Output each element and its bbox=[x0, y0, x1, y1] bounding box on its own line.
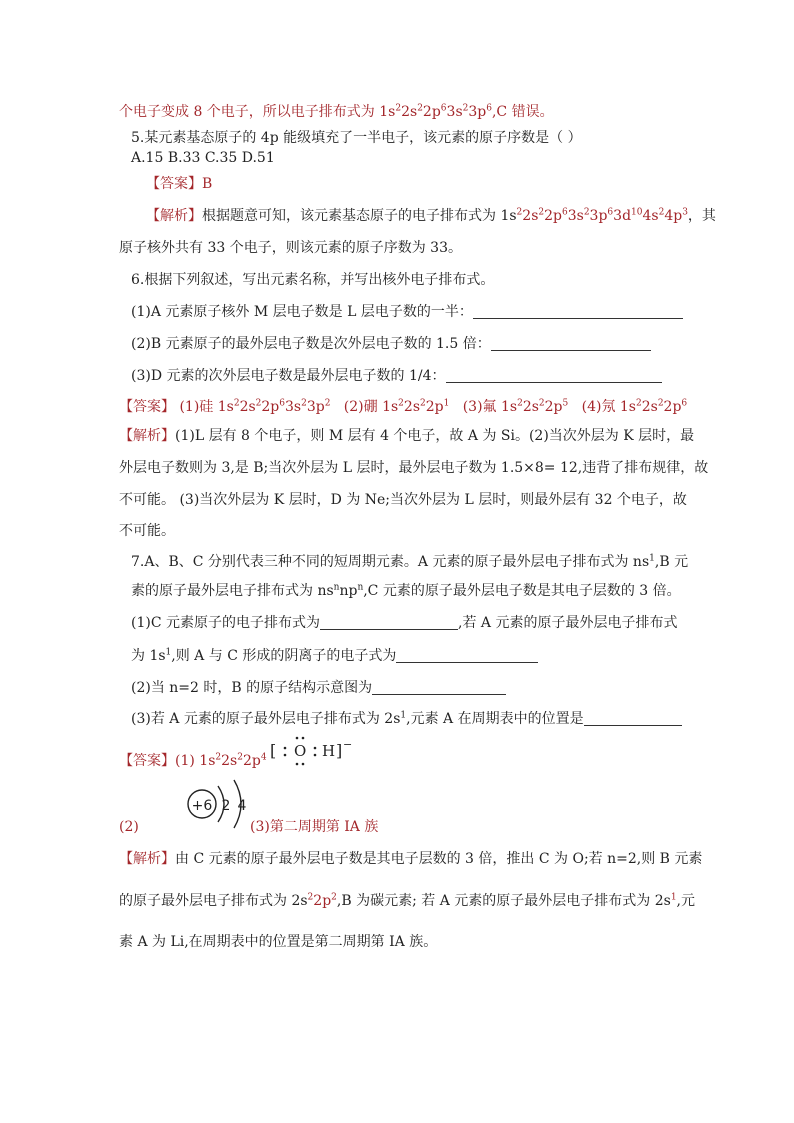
answer-tag: 【答案】 bbox=[146, 176, 202, 192]
sup: 2 bbox=[517, 398, 523, 409]
electron-dot bbox=[296, 763, 299, 766]
question-6-explanation-line2: 外层电子数则为 3,是 B;当次外层为 L 层时，最外层电子数为 1.5×8= 12,违背了排布规律，故 bbox=[119, 460, 709, 476]
sup: 2 bbox=[301, 398, 307, 409]
electron-dot bbox=[284, 754, 287, 757]
question-7-part-1-line2 bbox=[131, 646, 538, 666]
question-7-explanation bbox=[119, 849, 702, 869]
lewis-structure-diagram bbox=[266, 732, 366, 772]
prev-explanation-tail bbox=[119, 102, 554, 122]
text: (4)氖 1s bbox=[581, 399, 636, 415]
text: 3s bbox=[446, 104, 463, 120]
text: (1) 1s bbox=[175, 753, 216, 769]
lewis-hydrogen: H bbox=[322, 742, 336, 760]
text: 2p bbox=[422, 104, 441, 120]
text: 2s bbox=[522, 208, 539, 224]
text: ,元素 A 在周期表中的位置是 bbox=[406, 711, 584, 727]
question-5: 5.某元素基态原子的 4p 能级填充了一半电子，该元素的原子序数是（ ） bbox=[131, 130, 582, 146]
sup: 2 bbox=[215, 752, 222, 763]
text: (3)D 元素的次外层电子数是最外层电子数的 1/4： bbox=[131, 368, 446, 384]
answer-tag: 【答案】 bbox=[119, 399, 175, 415]
sup: 2 bbox=[395, 103, 402, 114]
text: np bbox=[339, 583, 358, 599]
sup: 4 bbox=[260, 752, 267, 763]
text: (2)B 元素原子的最外层电子数是次外层电子数的 1.5 倍： bbox=[131, 336, 491, 352]
question-7-explanation-line3: 素 A 为 Li,在周期表中的位置是第二周期第 IA 族。 bbox=[119, 934, 438, 950]
answer-blank bbox=[491, 336, 651, 351]
sup: 6 bbox=[607, 207, 614, 218]
sup: 6 bbox=[486, 103, 492, 114]
sup: 2 bbox=[538, 207, 545, 218]
sup: n bbox=[357, 582, 364, 593]
text: 7.A、B、C 分别代表三种不同的短周期元素。A 元素的原子最外层电子排布式为 ns bbox=[131, 554, 650, 570]
answer-blank bbox=[446, 368, 662, 383]
sup: 6 bbox=[440, 103, 447, 114]
text: ,若 A 元素的原子最外层电子排布式 bbox=[458, 615, 678, 631]
question-7-answer-2: (2) bbox=[119, 819, 139, 835]
answer-blank bbox=[320, 615, 458, 630]
question-7-answer-3: (3)第二周期第 IA 族 bbox=[250, 819, 379, 835]
question-6-explanation-line3: 不可能。 (3)当次外层为 K 层时，D 为 Ne;当次外层为 L 层时，则最外层有 32 个电子，故 bbox=[119, 492, 687, 508]
question-5-options: A.15 B.33 C.35 D.51 bbox=[131, 150, 275, 166]
sup: 2 bbox=[583, 207, 590, 218]
answer-tag: 【答案】 bbox=[119, 753, 175, 769]
question-5-explanation-line2: 原子核外共有 33 个电子，则该元素的原子序数为 33。 bbox=[119, 240, 462, 256]
shell-1-electrons: 2 bbox=[221, 798, 231, 814]
answer-value: B bbox=[202, 176, 213, 192]
text: 2s bbox=[221, 753, 238, 769]
atom-structure-diagram bbox=[180, 772, 260, 832]
text: 4s bbox=[642, 208, 659, 224]
question-5-explanation bbox=[146, 206, 716, 226]
lewis-bracket-left: [ bbox=[270, 741, 277, 760]
text: ，其 bbox=[687, 208, 716, 224]
sup: 2 bbox=[398, 398, 404, 409]
text: (1)A 元素原子核外 M 层电子数是 L 层电子数的一半： bbox=[131, 304, 473, 320]
text: 2s bbox=[403, 399, 420, 415]
text: 2p bbox=[313, 893, 332, 909]
answer-blank bbox=[396, 648, 538, 663]
text: 2p bbox=[663, 399, 682, 415]
answer-blank bbox=[584, 711, 682, 726]
electron-dot bbox=[302, 737, 305, 740]
text: 4p bbox=[664, 208, 683, 224]
sup: 10 bbox=[631, 207, 643, 218]
text: ,B 为碳元素; 若 A 元素的原子最外层电子排布式为 2s bbox=[336, 893, 671, 909]
lewis-oxygen: O bbox=[294, 742, 307, 760]
text: 3d bbox=[613, 208, 632, 224]
text: 素的原子最外层电子排布式为 ns bbox=[131, 583, 334, 599]
text: 3p bbox=[468, 104, 487, 120]
text: ,C 错误。 bbox=[491, 104, 554, 120]
text: 3p bbox=[306, 399, 325, 415]
sup: 2 bbox=[516, 207, 523, 218]
question-7-part-2 bbox=[131, 678, 506, 698]
answer-blank bbox=[372, 680, 506, 695]
sup: 2 bbox=[237, 752, 243, 763]
shell-2-electrons: 4 bbox=[237, 798, 247, 814]
electron-dot bbox=[284, 747, 287, 750]
text: 2p bbox=[242, 753, 261, 769]
sup: 3 bbox=[682, 207, 688, 218]
sup: 2 bbox=[331, 892, 337, 903]
explanation-tag: 【解析】 bbox=[146, 208, 202, 224]
text: ,元 bbox=[676, 893, 695, 909]
explanation-tag: 【解析】 bbox=[119, 428, 175, 444]
question-7-line2 bbox=[131, 581, 681, 601]
text: 3s bbox=[285, 399, 302, 415]
text: 2p bbox=[544, 399, 563, 415]
answer-blank bbox=[473, 304, 683, 319]
text: ,B 元 bbox=[654, 554, 689, 570]
question-6-explanation bbox=[119, 426, 694, 446]
text: 根据题意可知，该元素基态原子的电子排布式为 1s bbox=[202, 208, 517, 224]
question-7-part-3 bbox=[131, 709, 682, 729]
text: 由 C 元素的原子最外层电子数是其电子层数的 3 倍，推出 C 为 O;若 n=2,则 B 元素 bbox=[175, 851, 703, 867]
question-7-part-1 bbox=[131, 613, 677, 633]
sup: 1 bbox=[443, 398, 450, 409]
question-6: 6.根据下列叙述，写出元素名称，并写出核外电子排布式。 bbox=[131, 272, 495, 288]
explanation-tag: 【解析】 bbox=[119, 851, 175, 867]
question-6-answer bbox=[119, 397, 687, 417]
sup: 6 bbox=[561, 207, 568, 218]
question-6-part-1 bbox=[131, 302, 683, 322]
sup: 1 bbox=[649, 553, 655, 564]
text: (2)当 n=2 时，B 的原子结构示意图为 bbox=[131, 680, 373, 696]
text: ,则 A 与 C 形成的阴离子的电子式为 bbox=[171, 648, 397, 664]
text: 为 1s bbox=[131, 648, 166, 664]
sup: 2 bbox=[417, 103, 423, 114]
text: (3)氟 1s bbox=[462, 399, 518, 415]
lewis-bracket-right: ] bbox=[336, 741, 343, 760]
text: (2)硼 1s bbox=[343, 399, 399, 415]
text: 的原子最外层电子排布式为 2s bbox=[119, 893, 308, 909]
question-7-explanation-line2 bbox=[119, 891, 695, 911]
sup: 1 bbox=[670, 892, 677, 903]
text: 3s bbox=[567, 208, 584, 224]
question-6-explanation-line4: 不可能。 bbox=[119, 523, 175, 539]
electron-dot bbox=[314, 754, 317, 757]
question-5-answer bbox=[146, 174, 212, 194]
sup: 2 bbox=[324, 398, 331, 409]
text: 2s bbox=[641, 399, 658, 415]
sup: 2 bbox=[233, 398, 240, 409]
electron-dot bbox=[302, 763, 305, 766]
text: (1)C 元素原子的电子排布式为 bbox=[131, 615, 320, 631]
lewis-charge: − bbox=[343, 738, 353, 751]
text: 2p bbox=[261, 399, 280, 415]
sup: 2 bbox=[538, 398, 545, 409]
sup: 1 bbox=[165, 647, 172, 658]
sup: 6 bbox=[681, 398, 688, 409]
text: 3p bbox=[589, 208, 608, 224]
sup: 5 bbox=[562, 398, 569, 409]
text: (1)L 层有 8 个电子，则 M 层有 4 个电子，故 A 为 Si。(2)当次外层为 K 层时，最 bbox=[175, 428, 695, 444]
sup: 2 bbox=[658, 207, 665, 218]
text: 2p bbox=[425, 399, 444, 415]
sup: 6 bbox=[279, 398, 285, 409]
text: (1)硅 1s bbox=[179, 399, 234, 415]
sup: 2 bbox=[420, 398, 426, 409]
sup: 2 bbox=[462, 103, 469, 114]
question-7-answer bbox=[119, 751, 267, 771]
sup: n bbox=[333, 582, 340, 593]
question-6-part-2 bbox=[131, 334, 651, 354]
sup: 2 bbox=[255, 398, 262, 409]
text: 2s bbox=[401, 104, 418, 120]
electron-dot bbox=[314, 747, 317, 750]
text: 2p bbox=[544, 208, 562, 224]
text: ,C 元素的原子最外层电子数是其电子层数的 3 倍。 bbox=[363, 583, 681, 599]
sup: 2 bbox=[657, 398, 664, 409]
text: 个电子变成 8 个电子，所以电子排布式为 1s bbox=[119, 104, 396, 120]
text: 2s bbox=[239, 399, 256, 415]
text: (3)若 A 元素的原子最外层电子排布式为 2s bbox=[131, 711, 401, 727]
sup: 2 bbox=[307, 892, 314, 903]
question-6-part-3 bbox=[131, 366, 662, 386]
sup: 1 bbox=[400, 710, 407, 721]
sup: 2 bbox=[635, 398, 642, 409]
text: 2s bbox=[522, 399, 539, 415]
electron-dot bbox=[296, 737, 299, 740]
question-7-line1 bbox=[131, 552, 688, 572]
nucleus-charge: +6 bbox=[191, 798, 213, 814]
